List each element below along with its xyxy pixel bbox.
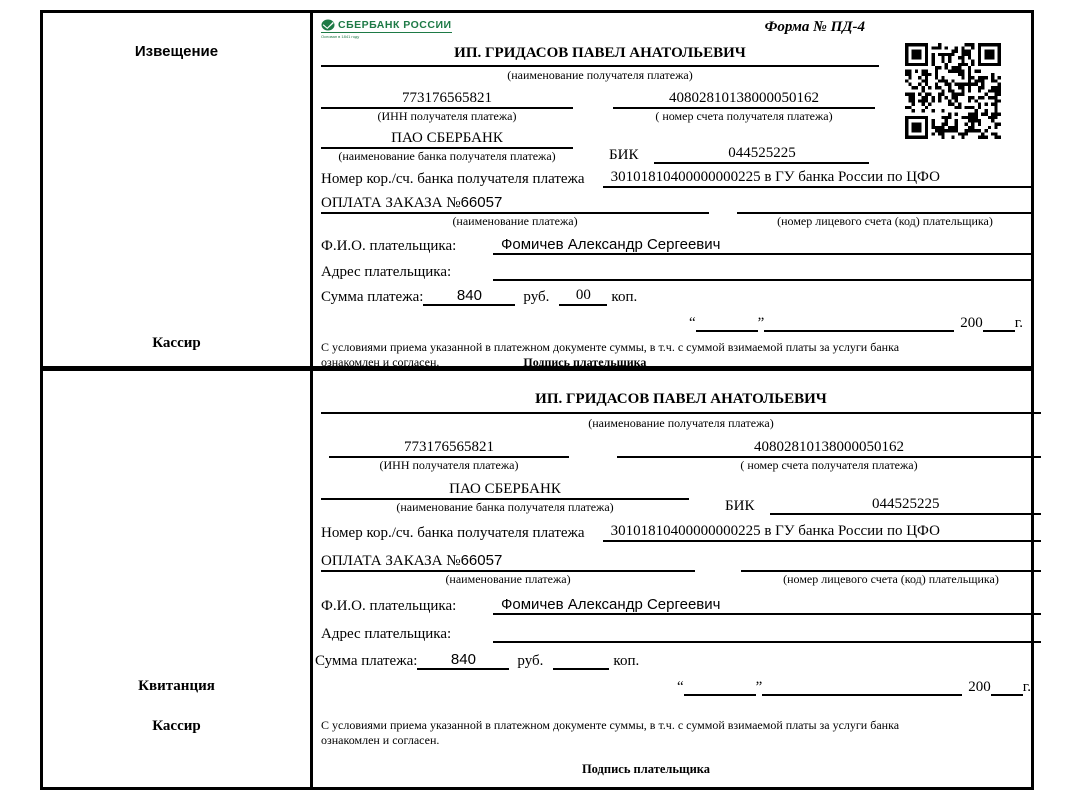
payer-name-value: Фомичев Александр Сергеевич xyxy=(493,596,1041,615)
personal-account-caption: (номер лицевого счета (код) плательщика) xyxy=(783,572,999,586)
payment-purpose-caption: (наименование платежа) xyxy=(445,572,571,586)
sum-label: Сумма платежа: xyxy=(321,289,424,305)
corr-account-value: 30101810400000000225 в ГУ банка России по ЦФО xyxy=(603,169,1033,188)
payer-address-value xyxy=(493,262,1033,281)
bank-caption: (наименование банка получателя платежа) xyxy=(396,500,614,514)
notice-label: Извещение xyxy=(134,43,219,60)
qr-code xyxy=(905,41,1001,141)
payment-purpose-line xyxy=(321,552,695,572)
date-day-blank xyxy=(684,678,756,696)
order-number-value: 66057 xyxy=(460,552,503,569)
year-suffix: г. xyxy=(1022,679,1031,695)
corr-account-label: Номер кор./сч. банка получателя платежа xyxy=(321,171,585,187)
receipt-body xyxy=(313,371,1053,787)
date-day-blank xyxy=(696,314,758,332)
payer-address-label: Адрес плательщика: xyxy=(321,626,452,642)
signature-label: Подпись плательщика xyxy=(523,355,647,369)
rub-label: руб. xyxy=(523,289,550,305)
payee-name: ИП. ГРИДАСОВ ПАВЕЛ АНАТОЛЬЕВИЧ xyxy=(321,391,1041,414)
bik-label: БИК xyxy=(609,147,639,163)
quote-open: “ xyxy=(688,315,696,331)
year-prefix: 200 xyxy=(968,679,991,695)
year-prefix: 200 xyxy=(960,315,983,331)
signature-label: Подпись плательщика xyxy=(581,762,711,776)
date-month-blank xyxy=(762,678,962,696)
kop-label: коп. xyxy=(611,289,638,305)
date-line xyxy=(321,314,1023,332)
amount-rub-value: 840 xyxy=(423,287,515,306)
quote-close: ” xyxy=(755,679,763,695)
personal-account-line xyxy=(737,196,1033,214)
receipt-label: Квитанция xyxy=(138,678,215,694)
payer-address-value xyxy=(493,624,1041,643)
payee-name: ИП. ГРИДАСОВ ПАВЕЛ АНАТОЛЬЕВИЧ xyxy=(321,45,879,67)
receipt-section xyxy=(43,371,1031,787)
kop-label: коп. xyxy=(613,653,640,669)
terms-line1: С условиями приема указанной в платежном документе суммы, в т.ч. с суммой взимаемой платы за услуги банка xyxy=(321,340,900,354)
payee-caption: (наименование получателя платежа) xyxy=(507,68,693,82)
payment-form-pd4 xyxy=(40,10,1034,790)
payment-purpose-label: ОПЛАТА ЗАКАЗА № xyxy=(321,195,461,211)
inn-caption: (ИНН получателя платежа) xyxy=(377,109,517,123)
sberbank-logo-text: СБЕРБАНК РОССИИ xyxy=(338,19,452,31)
notice-body xyxy=(313,13,1045,369)
date-line xyxy=(321,678,1031,696)
bik-value: 044525225 xyxy=(654,145,869,164)
account-caption: ( номер счета получателя платежа) xyxy=(740,458,918,472)
amount-kop-value: 00 xyxy=(559,287,607,306)
form-number-label: Форма № ПД-4 xyxy=(764,19,865,35)
rub-label: руб. xyxy=(517,653,544,669)
payment-purpose-caption: (наименование платежа) xyxy=(452,214,578,228)
terms-line1: С условиями приема указанной в платежном документе суммы, в т.ч. с суммой взимаемой платы за услуги банка xyxy=(321,718,900,732)
payer-name-label: Ф.И.О. плательщика: xyxy=(321,598,457,614)
inn-caption: (ИНН получателя платежа) xyxy=(379,458,519,472)
bank-name-value: ПАО СБЕРБАНК xyxy=(321,130,573,149)
notice-side-column xyxy=(43,13,313,366)
year-blank xyxy=(991,678,1023,696)
quote-close: ” xyxy=(757,315,765,331)
account-value: 40802810138000050162 xyxy=(617,439,1041,458)
amount-kop-value xyxy=(553,651,609,670)
bank-caption: (наименование банка получателя платежа) xyxy=(338,149,556,163)
notice-section xyxy=(43,13,1031,371)
personal-account-caption: (номер лицевого счета (код) плательщика) xyxy=(777,214,993,228)
payer-name-label: Ф.И.О. плательщика: xyxy=(321,238,457,254)
payment-purpose-label: ОПЛАТА ЗАКАЗА № xyxy=(321,553,461,569)
sberbank-logo xyxy=(321,19,452,39)
sum-label: Сумма платежа: xyxy=(315,653,418,669)
year-blank xyxy=(983,314,1015,332)
payer-address-label: Адрес плательщика: xyxy=(321,264,452,280)
receipt-side-column xyxy=(43,371,313,787)
cashier-label: Кассир xyxy=(152,335,201,351)
terms-line2: ознакомлен и согласен. xyxy=(321,733,440,747)
sberbank-tagline: Основан в 1841 году xyxy=(321,34,360,39)
cashier-label: Кассир xyxy=(152,718,201,734)
payee-caption: (наименование получателя платежа) xyxy=(588,416,774,430)
personal-account-line xyxy=(741,554,1041,572)
payment-purpose-line xyxy=(321,194,709,214)
terms-text xyxy=(321,340,1033,370)
account-value: 40802810138000050162 xyxy=(613,90,875,109)
bik-label: БИК xyxy=(725,498,755,514)
inn-value: 773176565821 xyxy=(329,439,569,458)
payer-name-value: Фомичев Александр Сергеевич xyxy=(493,236,1033,255)
quote-open: “ xyxy=(676,679,684,695)
inn-value: 773176565821 xyxy=(321,90,573,109)
terms-line2: ознакомлен и согласен. xyxy=(321,355,440,369)
date-month-blank xyxy=(764,314,954,332)
terms-text xyxy=(321,718,1041,748)
order-number-value: 66057 xyxy=(460,194,503,211)
bik-value: 044525225 xyxy=(770,496,1041,515)
sberbank-emblem-icon xyxy=(321,19,335,31)
year-suffix: г. xyxy=(1014,315,1023,331)
corr-account-label: Номер кор./сч. банка получателя платежа xyxy=(321,525,585,541)
amount-rub-value: 840 xyxy=(417,651,509,670)
account-caption: ( номер счета получателя платежа) xyxy=(655,109,833,123)
corr-account-value: 30101810400000000225 в ГУ банка России по ЦФО xyxy=(603,523,1041,542)
bank-name-value: ПАО СБЕРБАНК xyxy=(321,481,689,500)
